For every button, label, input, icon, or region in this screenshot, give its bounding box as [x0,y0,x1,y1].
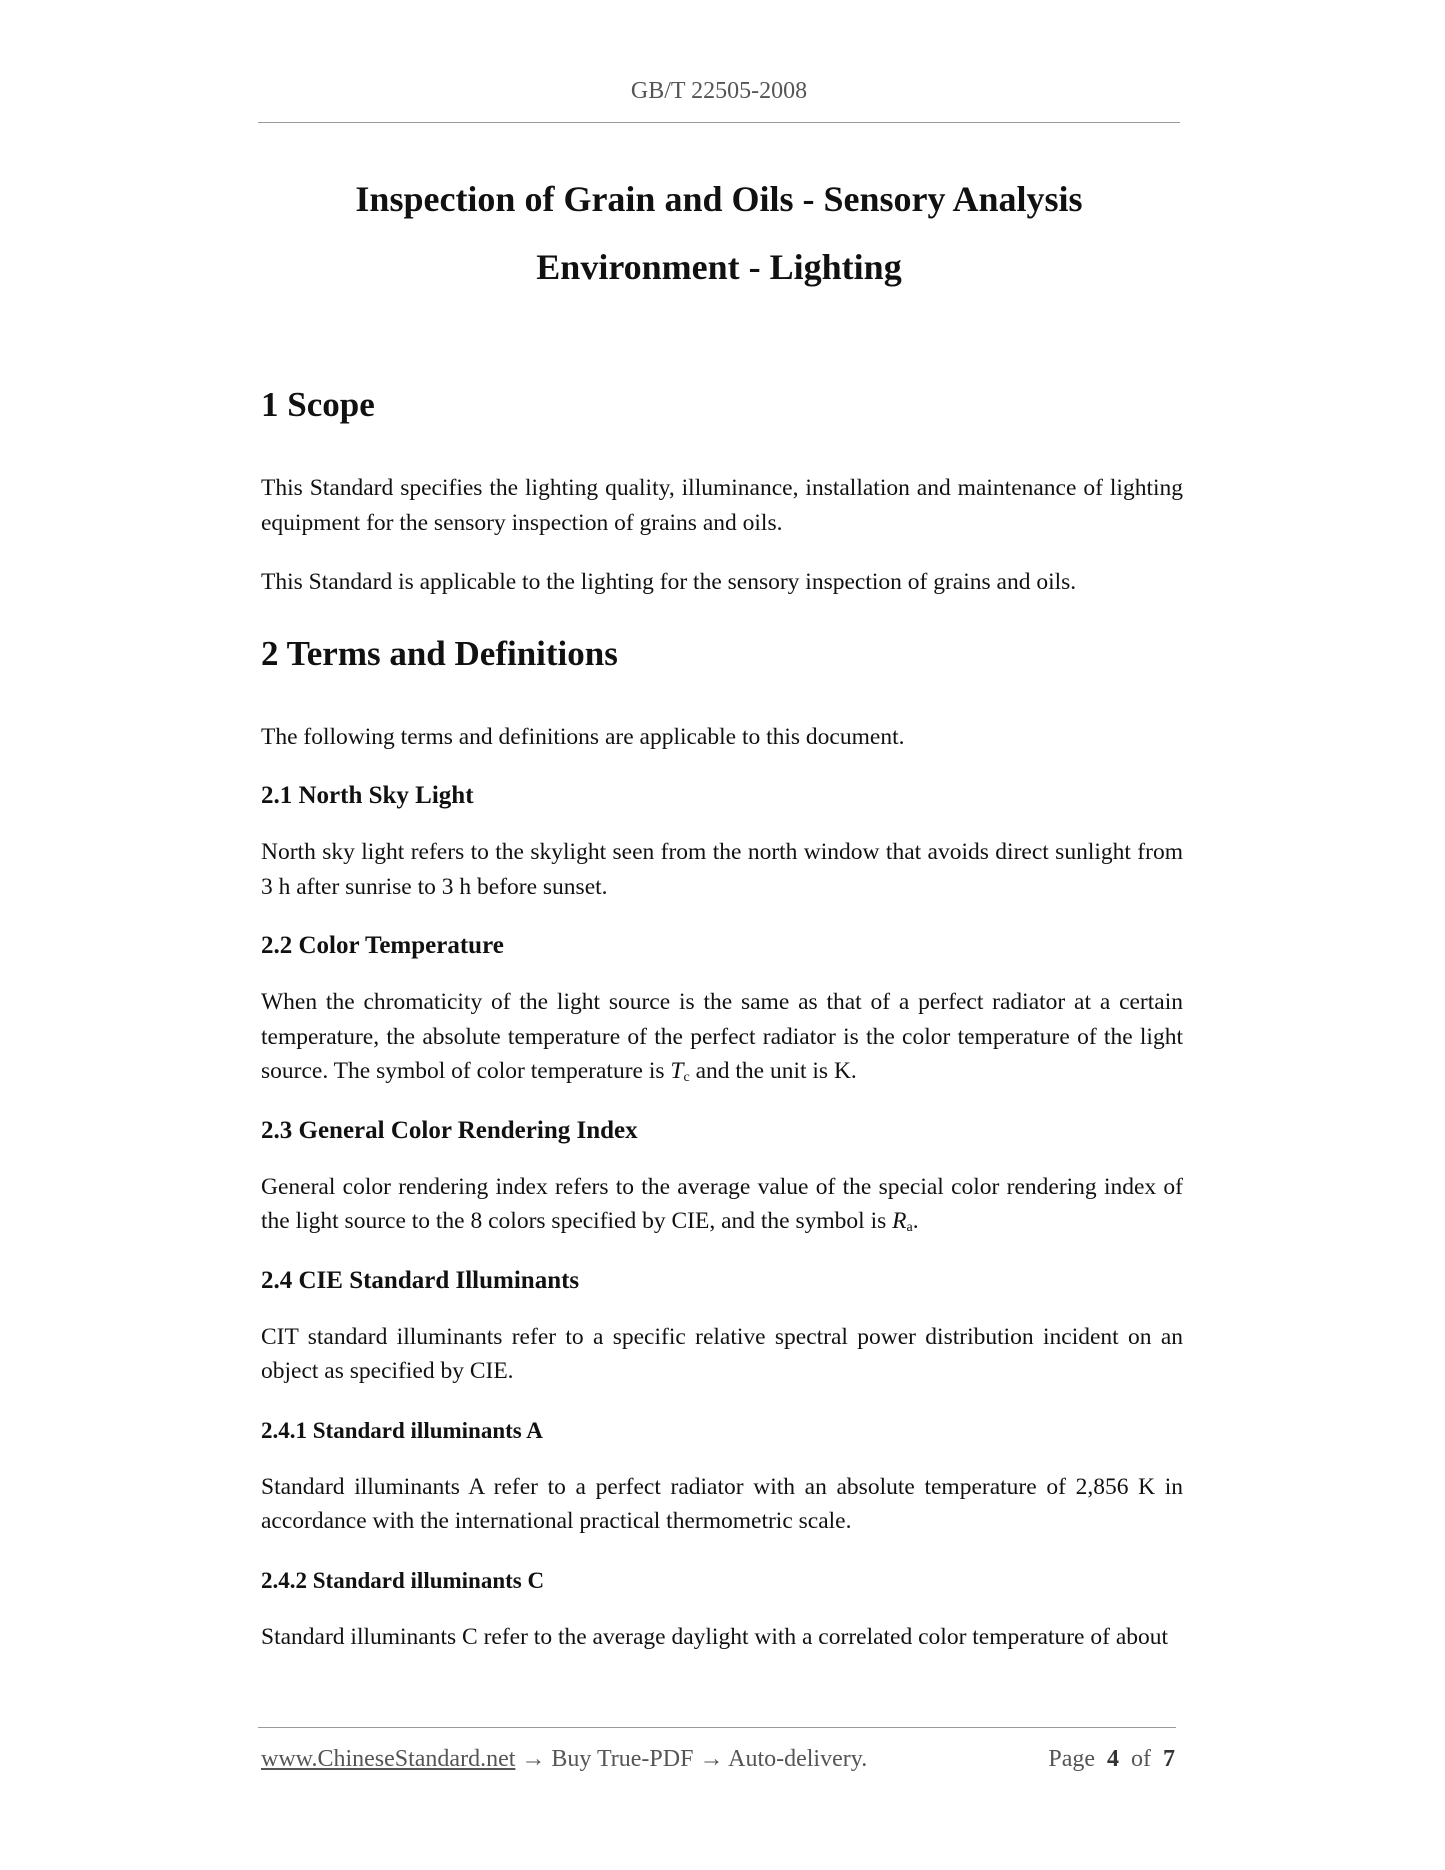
text-2-4-1: Standard illuminants A refer to a perfect radiator with an absolute temperature of 2,856 K in accordance with the international practical thermometric scale. [261,1473,1183,1534]
heading-2-3: 2.3 General Color Rendering Index [261,1116,638,1144]
page-footer [261,1746,1179,1773]
chinesestandard-link[interactable]: www.ChineseStandard.net [261,1746,516,1772]
rendering-index-symbol: R [892,1208,907,1234]
heading-2-4: 2.4 CIE Standard Illuminants [261,1266,580,1294]
scope-paragraph-2: This Standard is applicable to the lighting for the sensory inspection of grains and oils. [261,569,1077,595]
section-heading-terms: 2 Terms and Definitions [261,633,618,673]
heading-2-2: 2.2 Color Temperature [261,932,504,959]
text-2-2-tail: and the unit is K. [689,1058,857,1084]
text-2-2-main: When the chromaticity of the light source is the same as that of a perfect radiator at a certain temperature, the absolute temperature of the perfect radiator is the color temperature of the light source. The symbol of color temperature is [261,989,1183,1084]
footer-delivery-text: → Buy True-PDF → Auto-delivery. [515,1746,868,1772]
header-divider [258,122,1180,123]
color-temperature-symbol: T [670,1058,684,1084]
color-temperature-subscript: c [683,1070,690,1085]
heading-2-1: 2.1 North Sky Light [261,782,474,809]
text-2-4: CIT standard illuminants refer to a specific relative spectral power distribution incident on an object as specified by CIE. [261,1323,1183,1384]
page-total: 7 [1163,1746,1175,1772]
text-2-3 [261,1170,1183,1239]
page-current: 4 [1107,1746,1119,1772]
text-2-3-tail: . [912,1208,919,1234]
text-2-2 [261,985,1183,1089]
document-title-line-1: Inspection of Grain and Oils - Sensory Analysis [355,179,1083,219]
heading-2-4-2: 2.4.2 Standard illuminants C [261,1567,545,1593]
footer-divider [258,1727,1176,1728]
text-2-1: North sky light refers to the skylight seen from the north window that avoids direct sunlight from 3 h after sunrise to 3 h before sunset. [261,839,1183,900]
section-heading-scope: 1 Scope [261,385,375,424]
page-label: Page [1048,1746,1095,1772]
document-body [261,383,1183,1679]
scope-paragraph-1: This Standard specifies the lighting quality, illuminance, installation and maintenance of lighting equipment for the sensory inspection of grains and oils. [261,475,1183,536]
terms-intro: The following terms and definitions are applicable to this document. [261,723,905,750]
text-2-4-2: Standard illuminants C refer to the average daylight with a correlated color temperature of about [261,1623,1169,1650]
of-label: of [1131,1746,1151,1772]
text-2-3-main: General color rendering index refers to the average value of the special color rendering index of the light source to the 8 colors specified by CIE, and the symbol is [261,1173,1183,1234]
page-indicator [1048,1746,1175,1773]
heading-2-4-1: 2.4.1 Standard illuminants A [261,1417,543,1443]
document-title-line-2: Environment - Lighting [536,247,902,287]
document-code-header: GB/T 22505-2008 [630,78,808,104]
rendering-index-subscript: a [906,1220,913,1235]
